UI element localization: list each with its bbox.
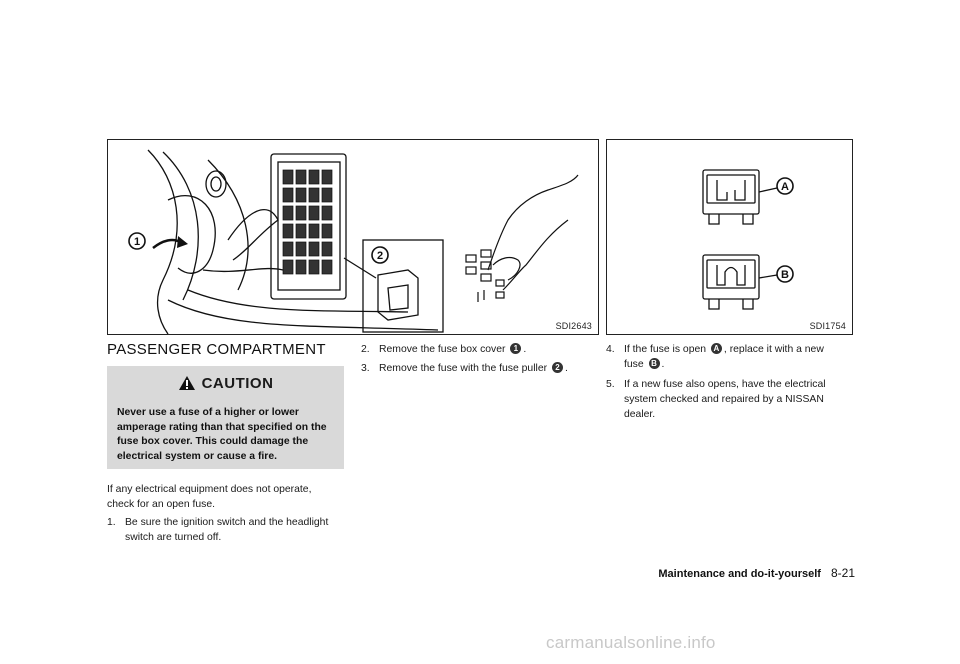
svg-text:B: B: [781, 269, 789, 281]
open-fuse: [703, 170, 777, 224]
ref-callout-2: 2: [552, 362, 563, 373]
figure-code: SDI2643: [555, 321, 592, 331]
callout-1: [129, 233, 145, 249]
step-number: 2.: [361, 344, 370, 355]
step-text: If a new fuse also opens, have the electrical: [624, 379, 826, 390]
watermark-link[interactable]: carmanualsonline.info: [546, 633, 716, 652]
caution-title: [107, 375, 344, 392]
step-punct: .: [564, 363, 568, 374]
step-3: [361, 361, 601, 377]
figure-code: SDI1754: [809, 321, 846, 331]
step-text: system checked and repaired by a NISSAN: [624, 394, 824, 405]
page-number: 8-21: [830, 566, 855, 580]
step-5: [606, 377, 856, 425]
svg-text:2: 2: [376, 250, 384, 262]
caution-box: [107, 366, 344, 469]
step-number: 1.: [107, 517, 116, 528]
step-number: 4.: [606, 344, 615, 355]
callout-a: [777, 178, 793, 194]
step-text: Be sure the ignition switch and the headlight: [125, 517, 329, 528]
fuse-box-illustration: [107, 139, 599, 335]
step-text: fuse: [624, 359, 644, 370]
caution-label: CAUTION: [201, 375, 274, 392]
fuse-box-drawing: [108, 140, 598, 334]
warning-icon: [178, 375, 196, 391]
step-punct: .: [661, 359, 665, 370]
fuse-comparison-drawing: [607, 140, 852, 334]
ref-callout-a: A: [711, 343, 722, 354]
svg-text:A: A: [781, 181, 789, 193]
section-heading: PASSENGER COMPARTMENT: [107, 341, 326, 358]
svg-text:1: 1: [133, 236, 141, 248]
callout-b: [777, 266, 793, 282]
ref-callout-1: 1: [510, 343, 521, 354]
step-text: Remove the fuse with the fuse puller: [379, 363, 548, 374]
callout-2: [372, 247, 388, 263]
page-footer: [0, 566, 855, 580]
fuse-comparison-illustration: [606, 139, 853, 335]
step-2: [361, 342, 601, 358]
intro-paragraph: [107, 482, 347, 512]
step-number: 3.: [361, 363, 370, 374]
new-fuse: [703, 255, 777, 309]
intro-line-2: check for an open fuse.: [107, 499, 216, 510]
step-1: [107, 515, 352, 547]
step-text: dealer.: [624, 409, 656, 420]
step-punct: .: [523, 344, 527, 355]
step-4: [606, 342, 856, 374]
ref-callout-b: B: [649, 358, 660, 369]
caution-text: Never use a fuse of a higher or lower amperage rating than that specified on the fuse box cover. This could damage the electrical system or cause a fire.: [117, 407, 327, 462]
step-number: 5.: [606, 379, 615, 390]
step-text: If the fuse is open: [624, 344, 707, 355]
footer-section: Maintenance and do-it-yourself: [658, 568, 821, 580]
step-text: switch are turned off.: [125, 532, 222, 543]
intro-line-1: If any electrical equipment does not operate,: [107, 484, 312, 495]
step-text: , replace it with a new: [723, 344, 824, 355]
step-text: Remove the fuse box cover: [379, 344, 506, 355]
